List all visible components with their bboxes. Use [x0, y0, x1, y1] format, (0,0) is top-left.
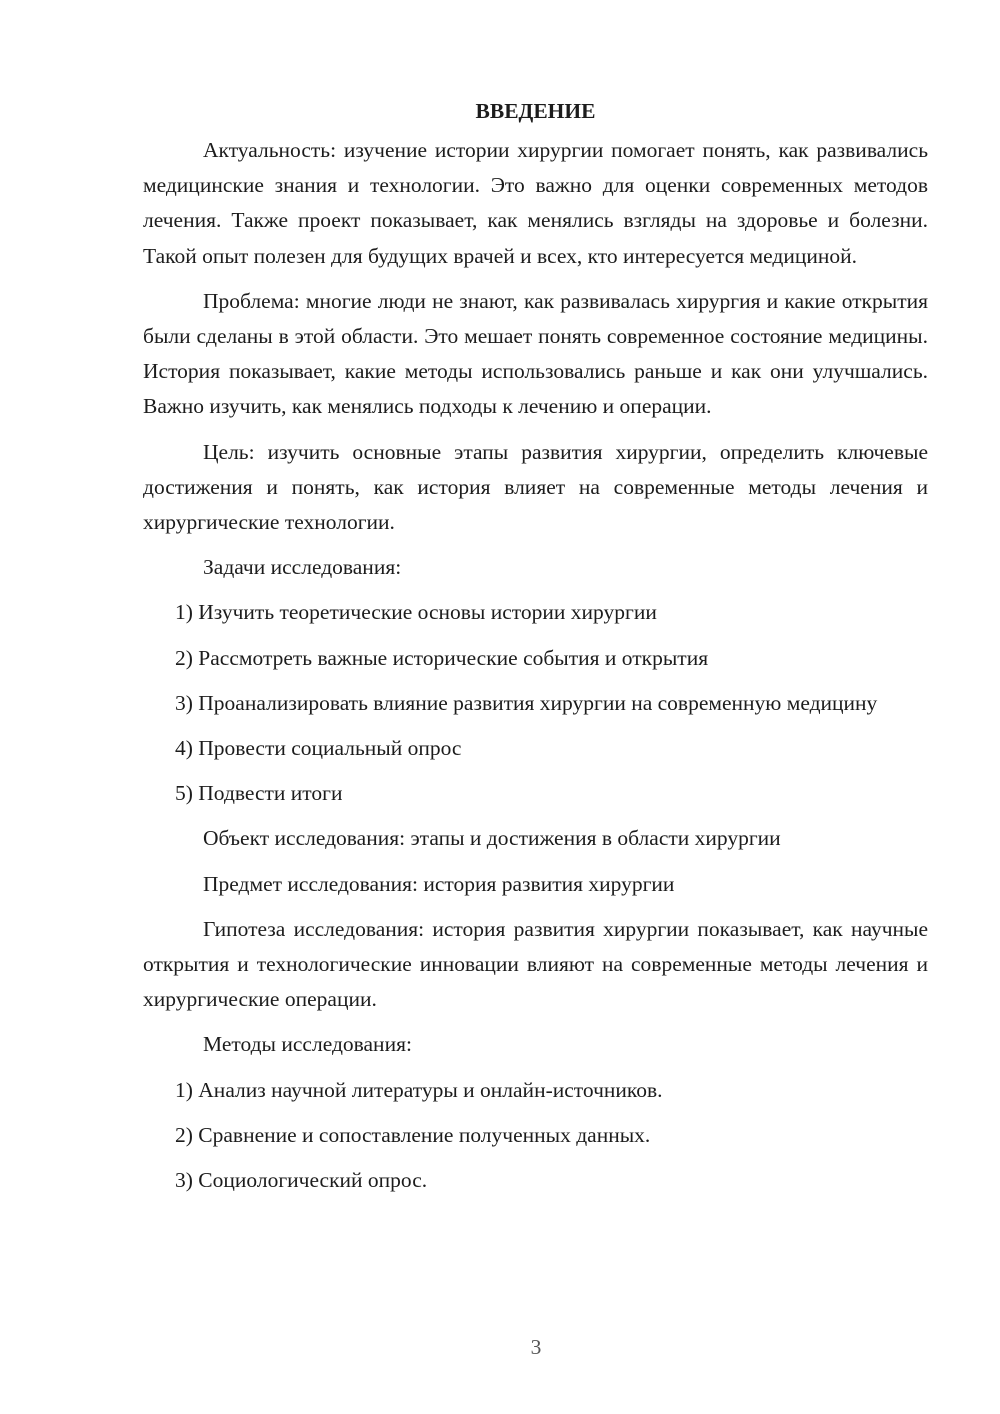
goal-paragraph: Цель: изучить основные этапы развития хирургии, определить ключевые достижения и понять, как история влияет на современные методы лечения и хирургические технологии.	[143, 439, 928, 535]
relevance-paragraph: Актуальность: изучение истории хирургии помогает понять, как развивались медицинские знания и технологии. Это важно для оценки современных методов лечения. Также проект показывает, как менялись взгляды на здоровье и болезни. Такой опыт полезен для будущих врачей и всех, кто интересуется медициной.	[143, 138, 928, 268]
method-item-2: 2) Сравнение и сопоставление полученных данных.	[175, 1122, 651, 1147]
research-object: Объект исследования: этапы и достижения в области хирургии	[203, 826, 781, 851]
hypothesis-paragraph: Гипотеза исследования: история развития хирургии показывает, как научные открытия и технологические инновации влияют на современные методы лечения и хирургические операции.	[143, 916, 928, 1012]
task-item-2: 2) Рассмотреть важные исторические события и открытия	[175, 645, 709, 670]
method-item-1: 1) Анализ научной литературы и онлайн-источников.	[175, 1077, 663, 1102]
task-item-5: 5) Подвести итоги	[175, 781, 343, 806]
page-number: 3	[530, 1335, 542, 1359]
tasks-heading: Задачи исследования:	[203, 555, 402, 580]
research-subject: Предмет исследования: история развития хирургии	[203, 871, 675, 896]
task-item-3: 3) Проанализировать влияние развития хирургии на современную медицину	[175, 690, 878, 715]
task-item-4: 4) Провести социальный опрос	[175, 736, 462, 761]
problem-paragraph: Проблема: многие люди не знают, как развивалась хирургия и какие открытия были сделаны в этой области. Это мешает понять современное состояние медицины. История показывает, какие методы использовались раньше и как они улучшались. Важно изучить, как менялись подходы к лечению и операции.	[143, 288, 928, 419]
method-item-3: 3) Социологический опрос.	[175, 1168, 428, 1193]
document-page	[143, 93, 928, 1208]
task-item-1: 1) Изучить теоретические основы истории хирургии	[175, 600, 657, 625]
methods-heading: Методы исследования:	[203, 1032, 412, 1057]
section-title: ВВЕДЕНИЕ	[475, 99, 596, 123]
